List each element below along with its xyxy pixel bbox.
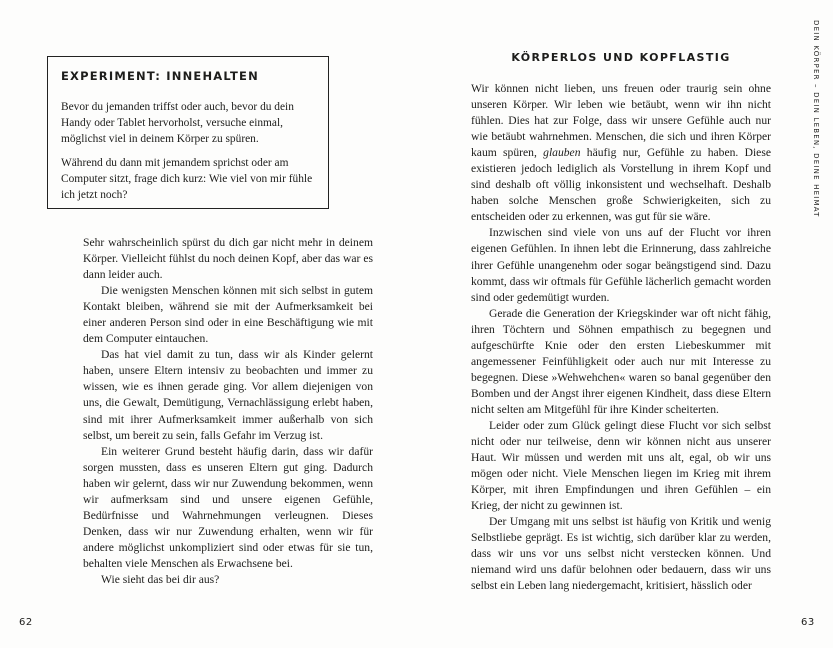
running-head (809, 14, 823, 224)
right-page (416, 0, 833, 648)
body-paragraph: Wir können nicht lieben, uns freuen oder traurig sein ohne unseren Körper. Wir leben wie betäubt, wenn wir ihn nicht fühlen. Dies hat zur Folge, dass wir unsere Gefühle auch nur wie betäubt wahrnehmen. Menschen, die sich und ihren Körper kaum spüren, glauben häufig nur, Gefühle zu haben. Diese existieren jedoch lediglich als Vorstellung in ihrem Kopf und sind deshalb oft völlig inkonsistent und wechselhaft. Deshalb haben solche Menschen große Schwierigkeiten, sich zu entscheiden oder zu erkennen, was gut für sie wäre. (471, 82, 771, 224)
experiment-paragraph: Bevor du jemanden triffst oder auch, bevor du dein Handy oder Tablet hervorholst, versuche einmal, möglichst viel in deinem Körper zu spüren. (61, 101, 294, 145)
experiment-paragraph: Während du dann mit jemandem sprichst oder am Computer sitzt, frage dich kurz: Wie viel von mir fühle ich jetzt noch? (61, 156, 313, 201)
left-body-text (83, 235, 373, 588)
experiment-box (47, 56, 329, 209)
page-number-right: 63 (801, 617, 815, 628)
body-paragraph: Inzwischen sind viele von uns auf der Flucht vor ihren eigenen Gefühlen. In ihnen lebt die Erinnerung, dass zahlreiche ihrer Gefühle unangenehm oder sogar beängstigend sind. Dazu kommt, dass wir oftmals für Gefühle lächerlich gemacht worden sind oder gedemütigt wurden. (471, 226, 771, 304)
body-paragraph: Wie sieht das bei dir aus? (101, 572, 220, 586)
body-paragraph: Die wenigsten Menschen können mit sich selbst in gutem Kontakt bleiben, während sie mit der Aufmerksamkeit bei einer anderen Person sind oder in eine Beschäftigung wie mit dem Computer eintauchen. (83, 284, 373, 346)
page-number-left: 62 (19, 617, 33, 628)
body-paragraph: Gerade die Generation der Kriegskinder war oft nicht fähig, ihren Töchtern und Söhnen empathisch zu begegnen und aufgeschürfte Knie oder den ersten Liebeskummer mit angemessener Feinfühligkeit oder auch nur mit Interesse zu begegnen. Diese »Wehwehchen« waren so banal gegenüber den Bomben und der Angst ihrer eigenen Kindheit, dass diese Eltern nicht selten am Mitgefühl für ihre Kinder scheiterten. (471, 306, 771, 416)
section-heading: KÖRPERLOS UND KOPFLASTIG (511, 51, 731, 64)
body-paragraph: Das hat viel damit zu tun, dass wir als Kinder gelernt haben, unsere Eltern intensiv zu beobachten und immer zu wissen, wie es ihnen gerade ging. Vor allem diejenigen von uns, die Gewalt, Demütigung, Vernachlässigung erlebt haben, sind mit ihrer Aufmerksamkeit immer außerhalb von sich selbst, um bereit zu sein, falls Gefahr im Verzug ist. (83, 348, 373, 442)
body-paragraph: Ein weiterer Grund besteht häufig darin, dass wir dafür sorgen mussten, dass es unseren Eltern gut ging. Dadurch haben wir gelernt, dass wir nur Zuwendung bekommen, wenn wir aufmerksam sind und unsere eigenen Gefühle, Bedürfnisse und Wahrnehmungen verleugnen. Dieses Denken, dass wir nur Zuwendung erhalten, wenn wir für andere möglichst unkompliziert sind oder etwas für sie tun, behalten viele Menschen als Erwachsene bei. (83, 444, 373, 570)
body-paragraph: Sehr wahrscheinlich spürst du dich gar nicht mehr in deinem Körper. Vielleicht fühlst du noch deinen Kopf, aber das war es dann leider auch. (83, 236, 373, 282)
running-head-text: DEIN KÖRPER – DEIN LEBEN, DEINE HEIMAT (812, 20, 820, 218)
experiment-title: EXPERIMENT: INNEHALTEN (61, 69, 259, 83)
emphasis-word: glauben (543, 146, 581, 160)
body-paragraph: Leider oder zum Glück gelingt diese Flucht vor sich selbst nicht oder nur teilweise, denn wir können nicht aus unserer Haut. Wir müssen und werden mit uns alt, egal, ob wir uns mögen oder nicht. Viele Menschen liegen im Krieg mit ihrem Körper, mit ihren Empfindungen und ihren Gefühlen – ein Krieg, der nicht zu gewinnen ist. (471, 418, 771, 513)
right-body-text (471, 81, 771, 595)
left-page (0, 0, 416, 648)
body-paragraph: Der Umgang mit uns selbst ist häufig von Kritik und wenig Selbstliebe geprägt. Es ist wichtig, sich darüber klar zu werden, dass wir uns vor uns selbst nicht verstecken können. Und niemand wird uns dafür belohnen oder bedauern, dass wir uns selbst ein Leben lang niedergemacht, kritisiert, hässlich oder (471, 515, 771, 593)
